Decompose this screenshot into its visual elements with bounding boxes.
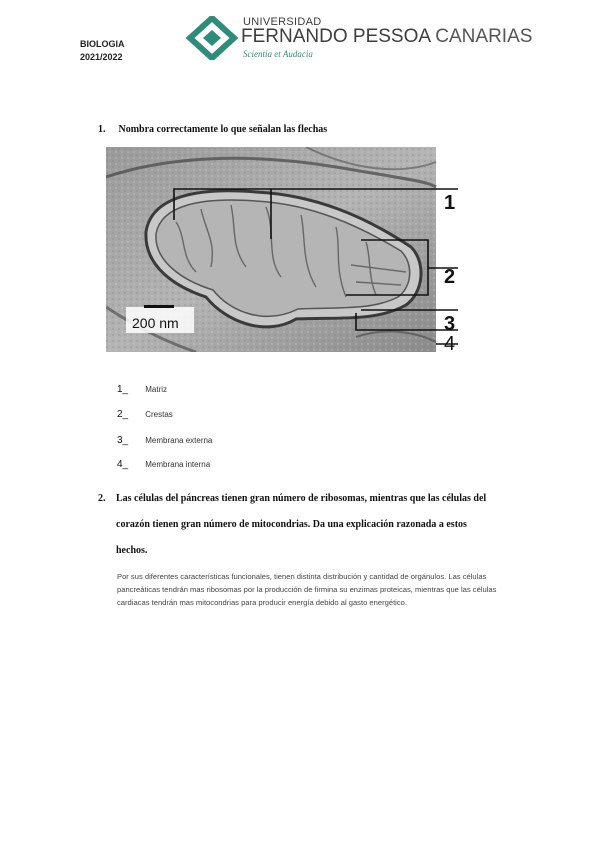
university-name-bold: FERNANDO PESSOA: [241, 26, 430, 47]
answer-row: [117, 435, 212, 446]
label-4: 4: [444, 333, 456, 352]
answer-number: 4_: [117, 459, 129, 470]
question-2-number: 2.: [98, 493, 106, 504]
question-1-number: 1.: [98, 124, 106, 135]
scale-bar-label: 200 nm: [132, 315, 179, 331]
university-line1: UNIVERSIDAD: [243, 16, 322, 28]
label-1: 1: [444, 192, 456, 214]
micrograph-svg: [106, 147, 462, 352]
university-motto: Scientia et Audacia: [243, 49, 313, 59]
answer-row: [117, 384, 167, 395]
question-2-line: [98, 486, 538, 512]
question-2: [98, 486, 538, 564]
answer-text: Crestas: [145, 410, 173, 419]
answer-number: 1_: [117, 384, 129, 395]
answer-text: Matriz: [145, 385, 168, 394]
scale-bar: [144, 305, 174, 308]
header-subject-block: [80, 38, 125, 64]
question-1: [98, 124, 327, 135]
question-2-text-line1: Las células del páncreas tienen gran número de ribosomas, mientras que las células del: [116, 493, 487, 504]
question-2-text-line3: hechos.: [116, 545, 148, 556]
answer-text: Membrana externa: [145, 436, 213, 445]
label-3: 3: [444, 313, 456, 335]
answer-row: [117, 409, 173, 420]
answer-2-text: Por sus diferentes características funcionales, tienen distinta distribución y cantidad de orgánulos. Las células pancreáticas tendrán mas ribosomas por la producción de firmina su enzimas proteicas, mientras que las células cardiacas tendrán mas mitocondrias para producir energía debido al gasto energético.: [117, 572, 497, 607]
label-2: 2: [444, 266, 456, 288]
mitochondrion-figure: [106, 147, 462, 352]
subject-label: BIOLOGIA: [80, 39, 125, 49]
answer-number: 2_: [117, 409, 129, 420]
year-label: 2021/2022: [80, 52, 123, 62]
university-name-light: CANARIAS: [435, 26, 533, 47]
answer-text: Membrana interna: [145, 460, 211, 469]
answer-row: [117, 459, 210, 470]
diamond-logo-icon: [186, 16, 238, 60]
question-2-text-line2: corazón tienen gran número de mitocondrias. Da una explicación razonada a estos: [116, 519, 467, 530]
university-name: [241, 26, 532, 48]
question-1-text: Nombra correctamente lo que señalan las flechas: [118, 124, 328, 135]
university-logo: [186, 16, 533, 62]
answer-number: 3_: [117, 435, 129, 446]
